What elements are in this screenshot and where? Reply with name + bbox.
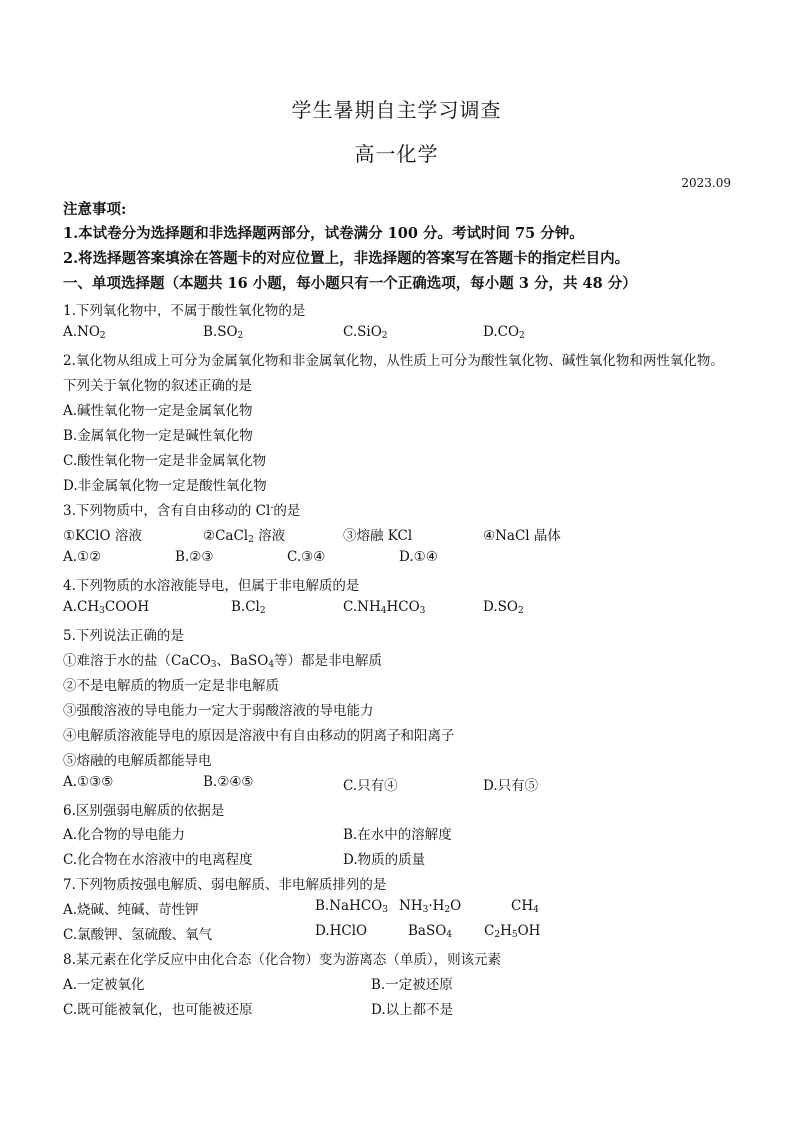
q8-option-a: A.一定被氧化 (63, 977, 145, 993)
q6-stem: 6.区别强弱电解质的依据是 (63, 803, 225, 819)
q3-stem: 3.下列物质中，含有自由移动的 Cl-的是 (63, 503, 301, 519)
q7-option-d-item-1: D.HClO (315, 923, 368, 939)
q5-statement-5: ⑤熔融的电解质都能导电 (63, 753, 212, 769)
q5-option-a: A.①③⑤ (63, 774, 114, 790)
q4-stem: 4.下列物质的水溶液能导电，但属于非电解质的是 (63, 578, 360, 594)
q3-option-c: C.③④ (287, 549, 326, 565)
q4-option-a: $A.CH_3COOH$ (63, 599, 150, 616)
q7-option-b-item-2: $NH_3\cdot H_2O$ (399, 898, 462, 915)
q3-option-b: B.②③ (175, 549, 214, 565)
q3-item-1: ①KClO 溶液 (63, 528, 142, 544)
q5-option-c: C.只有④ (343, 778, 398, 794)
q1-option-b: $B.SO_2$ (203, 324, 244, 341)
q7-option-b-item-1: B.NaHCO$_3$ (315, 898, 388, 915)
q1-option-d: $D.CO_2$ (483, 324, 525, 341)
exam-subject: 高一化学 (354, 142, 439, 166)
q4-option-d: $D.SO_2$ (483, 599, 524, 616)
q6-option-b: B.在水中的溶解度 (343, 827, 452, 843)
q2-stem-line2: 下列关于氧化物的叙述正确的是 (63, 378, 252, 394)
note-2: 2.将选择题答案填涂在答题卡的对应位置上，非选择题的答案写在答题卡的指定栏目内。 (63, 250, 630, 267)
q3-item-2: ②CaCl$_2$ 溶液 (203, 528, 286, 545)
q3-item-4: ④NaCl 晶体 (483, 528, 561, 544)
q7-option-d-item-3: $C_2H_5OH$ (484, 923, 541, 940)
q8-option-d: D.以上都不是 (371, 1002, 454, 1018)
q7-option-a: A.烧碱、纯碱、苛性钾 (63, 902, 199, 918)
q5-statement-3: ③强酸溶液的导电能力一定大于弱酸溶液的导电能力 (63, 703, 374, 719)
q6-option-d: D.物质的质量 (343, 852, 426, 868)
exam-date: 2023.09 (681, 176, 731, 190)
exam-title: 学生暑期自主学习调查 (291, 98, 502, 122)
q7-stem: 7.下列物质按强电解质、弱电解质、非电解质排列的是 (63, 877, 387, 893)
q1-option-c: C.SiO$_2$ (343, 324, 388, 341)
q8-option-b: B.一定被还原 (371, 977, 453, 993)
q4-option-c: $C.NH_4HCO_3$ (343, 599, 426, 616)
q2-stem-line1: 2.氧化物从组成上可分为金属氧化物和非金属氧化物，从性质上可分为酸性氧化物、碱性氧化物和两性氧化物。 (63, 353, 724, 369)
q8-stem: 8.某元素在化学反应中由化合态（化合物）变为游离态（单质），则该元素 (63, 952, 502, 968)
q5-statement-2: ②不是电解质的物质一定是非电解质 (63, 678, 279, 694)
q5-option-b: B.②④⑤ (203, 774, 254, 790)
q2-option-d: D.非金属氧化物一定是酸性氧化物 (63, 478, 267, 494)
q3-option-d: D.①④ (399, 549, 438, 565)
notes-heading: 注意事项: (63, 201, 127, 218)
q7-option-d-item-2: BaSO$_4$ (408, 923, 453, 940)
q3-option-a: A.①② (63, 549, 102, 565)
q1-option-a: $A.NO_2$ (63, 324, 106, 341)
q5-statement-4: ④电解质溶液能导电的原因是溶液中有自由移动的阴离子和阳离子 (63, 728, 455, 744)
q2-option-b: B.金属氧化物一定是碱性氧化物 (63, 428, 253, 444)
q3-item-3: ③熔融 KCl (343, 528, 413, 544)
q7-option-b-item-3: $CH_4$ (511, 898, 539, 915)
q5-stem: 5.下列说法正确的是 (63, 628, 184, 644)
q6-option-a: A.化合物的导电能力 (63, 827, 186, 843)
q5-statement-1: ①难溶于水的盐（CaCO$_3$、BaSO$_4$等）都是非电解质 (63, 653, 383, 670)
note-1: 1.本试卷分为选择题和非选择题两部分，试卷满分 100 分。考试时间 75 分钟。 (63, 225, 584, 242)
q4-option-b: $B.Cl_2$ (231, 599, 266, 616)
q8-option-c: C.既可能被氧化，也可能被还原 (63, 1002, 253, 1018)
q2-option-a: A.碱性氧化物一定是金属氧化物 (63, 403, 253, 419)
q1-stem: 1.下列氧化物中，不属于酸性氧化物的是 (63, 303, 306, 319)
section-heading: 一、单项选择题（本题共 16 小题，每小题只有一个正确选项，每小题 3 分，共 48 分） (63, 275, 637, 292)
q6-option-c: C.化合物在水溶液中的电离程度 (63, 852, 253, 868)
q2-option-c: C.酸性氧化物一定是非金属氧化物 (63, 453, 267, 469)
q7-option-c: C.氯酸钾、氢硫酸、氧气 (63, 927, 213, 943)
q5-option-d: D.只有⑤ (483, 778, 539, 794)
